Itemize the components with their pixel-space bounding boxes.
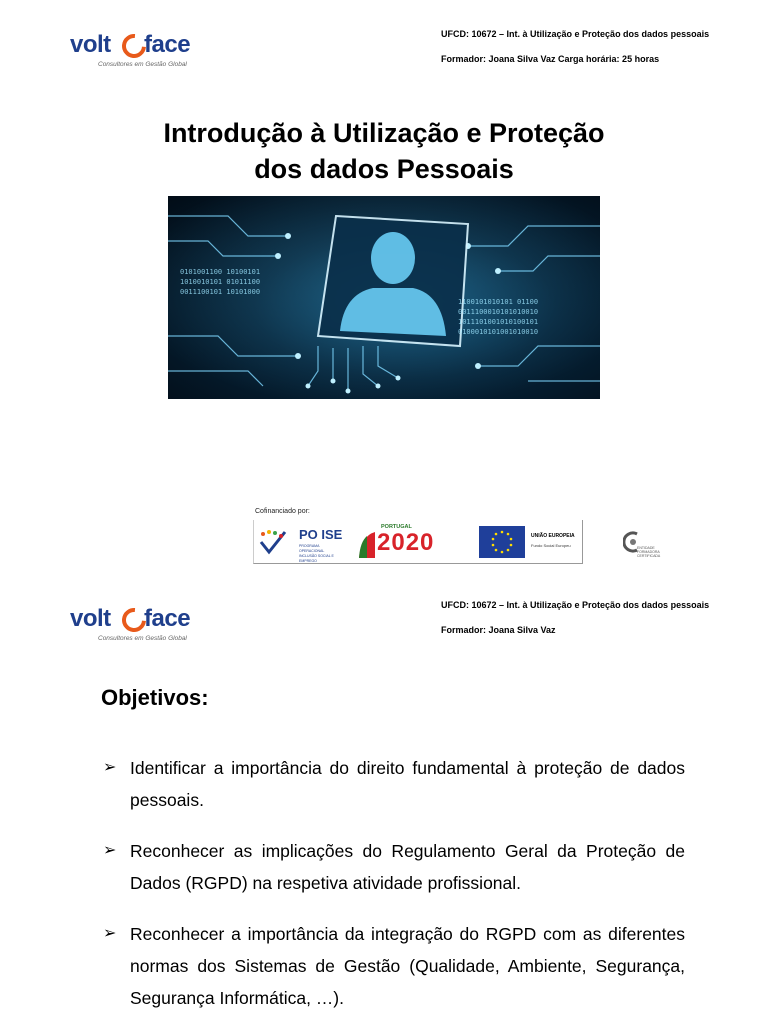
poise-subtitle: PROGRAMA OPERACIONAL INCLUSÃO SOCIAL E EMPREGO	[299, 544, 334, 563]
cover-image	[168, 196, 600, 399]
svg-text:0100010101001010010: 0100010101001010010	[458, 328, 539, 336]
list-item	[103, 835, 685, 899]
formador-line: Formador: Joana Silva Vaz Carga horária: 25 horas	[441, 54, 660, 64]
arrow-bullet-icon: ➢	[103, 925, 117, 942]
list-item	[103, 752, 685, 816]
eu-flag-icon	[479, 526, 525, 558]
objectives-list	[103, 752, 685, 1033]
poise-title: PO ISE	[299, 527, 343, 542]
eu-subtitle: Fundo Social Europeu	[531, 543, 571, 548]
voltface-logo-page2	[70, 605, 220, 649]
logo-face-text: face	[144, 605, 191, 632]
funding-label: Cofinanciado por:	[255, 508, 310, 515]
logo-tagline: Consultores em Gestão Global	[98, 635, 187, 642]
portugal-flag-icon	[357, 530, 377, 560]
voltface-logo	[70, 31, 220, 75]
svg-text:0101001100 10100101: 0101001100 10100101	[180, 268, 261, 276]
logo-volt-text: volt	[70, 605, 111, 632]
cover-title-line1: Introdução à Utilização e Proteção	[163, 118, 605, 148]
objectives-heading: Objetivos:	[101, 685, 209, 710]
ufcd-line-page2: UFCD: 10672 – Int. à Utilização e Proteção dos dados pessoais	[441, 600, 710, 610]
portugal-2020: 2020	[377, 529, 435, 556]
funding-logos	[253, 506, 683, 566]
eu-label: UNIÃO EUROPEIA	[531, 533, 575, 539]
ufcd-line: UFCD: 10672 – Int. à Utilização e Proteção dos dados pessoais	[441, 29, 710, 39]
objective-text: Reconhecer as implicações do Regulamento Geral da Proteção de Dados (RGPD) na respetiva atividade profissional.	[130, 841, 685, 893]
formador-line-page2: Formador: Joana Silva Vaz	[441, 625, 556, 635]
arrow-bullet-icon: ➢	[103, 759, 117, 776]
arrow-bullet-icon: ➢	[103, 842, 117, 859]
svg-text:1011101001010100101: 1011101001010100101	[458, 318, 539, 326]
list-item	[103, 918, 685, 1014]
digital-silhouette-circuit-image	[168, 196, 600, 399]
svg-text:1010010101 01011100: 1010010101 01011100	[180, 278, 261, 286]
cover-title-line2: dos dados Pessoais	[254, 154, 514, 184]
certification-seal-icon	[623, 530, 673, 564]
logo-face-text: face	[144, 31, 191, 58]
certification-text: ENTIDADE FORMADORA CERTIFICADA	[637, 546, 661, 558]
svg-text:0011100010101010010: 0011100010101010010	[458, 308, 539, 316]
poise-icon	[257, 528, 291, 556]
logo-volt-text: volt	[70, 31, 111, 58]
logo-tagline: Consultores em Gestão Global	[98, 61, 187, 68]
portugal-label: PORTUGAL	[381, 524, 412, 530]
svg-text:1100101010101 01100: 1100101010101 01100	[458, 298, 539, 306]
objective-text: Reconhecer a importância da integração do RGPD com as diferentes normas dos Sistemas de Gestão (Qualidade, Ambiente, Segurança, Segurança Informática, …).	[130, 924, 685, 1008]
svg-text:0011100101 10101000: 0011100101 10101000	[180, 288, 261, 296]
objective-text: Identificar a importância do direito fundamental à proteção de dados pessoais.	[130, 758, 685, 810]
